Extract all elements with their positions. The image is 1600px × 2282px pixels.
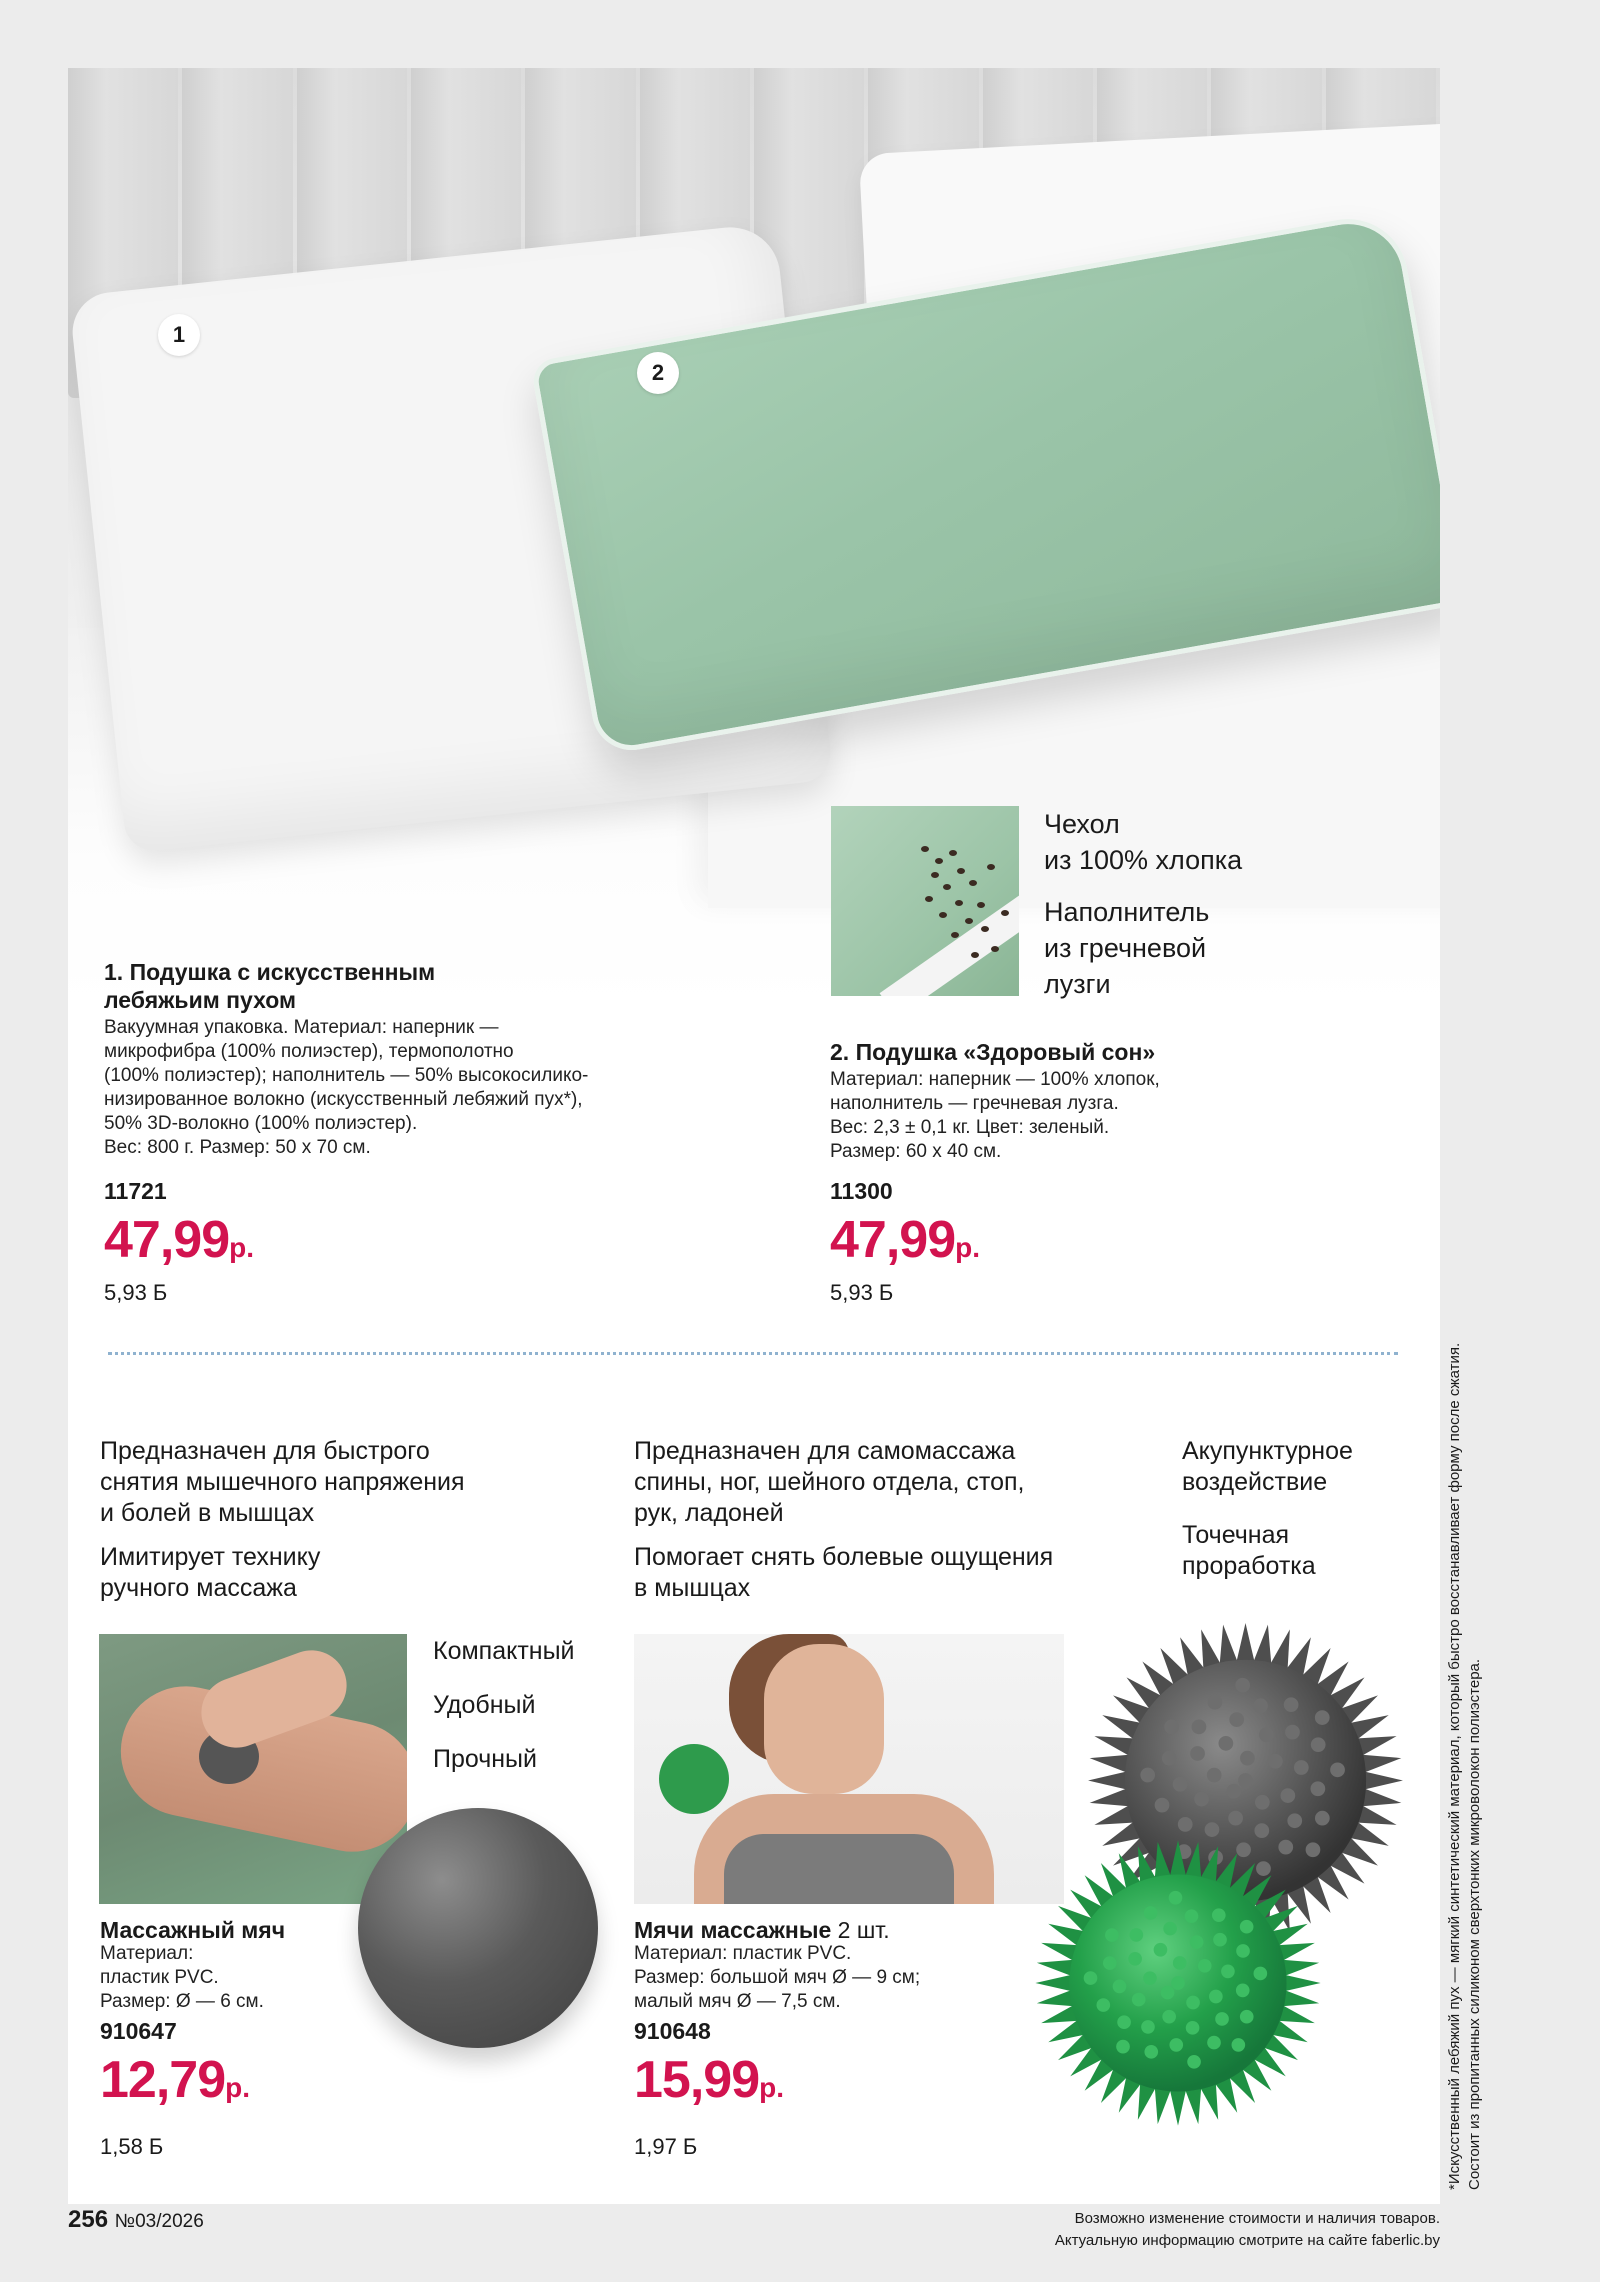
footnote-vertical: *Искусственный лебяжий пух — мягкий синтетический материал, который быстро восстанавливает форму после сжатия. Состоит из пропитанных силиконом сверхтонких микроволокон полиэстера.	[1446, 1342, 1483, 2190]
massage-ball-purpose: Предназначен для быстрого снятия мышечного напряжения и болей в мышцах	[100, 1437, 465, 1527]
feature-line: Наполнитель	[1044, 897, 1210, 927]
green-spiky-ball-image	[1023, 1828, 1333, 2138]
knee-massage-photo	[99, 1634, 407, 1904]
feature-pointed: Точечная проработка	[1182, 1521, 1316, 1580]
feature-line: лузги	[1044, 969, 1111, 999]
catalog-page	[68, 68, 1440, 2204]
massage-ball-technique: Имитирует технику ручного массажа	[100, 1543, 321, 1602]
massage-ball-price: 12,79р.	[100, 2051, 251, 2109]
massage-balls-code: 910648	[634, 2018, 711, 2044]
product-2-code: 11300	[830, 1178, 893, 1204]
feature-filling	[1044, 894, 1209, 1002]
product-1-price: 47,99р.	[104, 1211, 255, 1269]
product-badge-2: 2	[637, 352, 679, 394]
feature-line: из гречневой	[1044, 933, 1207, 963]
feature-line: Чехол	[1044, 809, 1120, 839]
buckwheat-filling-photo	[831, 806, 1019, 996]
massage-balls-price: 15,99р.	[634, 2051, 785, 2109]
product-1-title: 1. Подушка с искусственным лебяжьим пухом	[104, 959, 436, 1013]
smooth-massage-ball-image	[358, 1808, 598, 2048]
massage-balls-points: 1,97 Б	[634, 2134, 698, 2159]
product-1-points: 5,93 Б	[104, 1280, 168, 1305]
massage-ball-description: Материал: пластик PVC. Размер: Ø — 6 см.	[100, 1943, 264, 2012]
massage-balls-description: Материал: пластик PVC. Размер: большой мяч Ø — 9 см; малый мяч Ø — 7,5 см.	[634, 1943, 921, 2012]
price-notice: Возможно изменение стоимости и наличия товаров. Актуальную информацию смотрите на сайте faberlic.by	[1054, 2210, 1440, 2249]
massage-balls-relief: Помогает снять болевые ощущения в мышцах	[634, 1543, 1054, 1602]
product-2-points: 5,93 Б	[830, 1280, 894, 1305]
feature-cover	[1044, 806, 1242, 878]
section-divider	[108, 1352, 1398, 1355]
product-2-price: 47,99р.	[830, 1211, 981, 1269]
massage-balls-title: Мячи массажные 2 шт.	[634, 1917, 890, 1943]
product-1-code: 11721	[104, 1178, 167, 1204]
feature-durable: Прочный	[433, 1745, 537, 1773]
product-1-description: Вакуумная упаковка. Материал: наперник — микрофибра (100% полиэстер), термополотно (100% полиэстер); наполнитель — 50% высокосилико- низированное волокно (искусственный лебяжий пух*), 50% 3D-волокно (100% полиэстер). Вес: 800 г. Размер: 50 х 70 см.	[104, 1017, 589, 1158]
product-badge-1: 1	[158, 314, 200, 356]
feature-line: из 100% хлопка	[1044, 845, 1243, 875]
feature-acupuncture: Акупунктурное воздействие	[1182, 1437, 1353, 1496]
neck-massage-photo	[634, 1634, 1064, 1904]
massage-ball-title: Массажный мяч	[100, 1917, 286, 1943]
feature-convenient: Удобный	[433, 1691, 536, 1719]
product-2-title: 2. Подушка «Здоровый сон»	[830, 1039, 1156, 1065]
page-number: 256 №03/2026	[68, 2206, 204, 2233]
product-2-description: Материал: наперник — 100% хлопок, наполнитель — гречневая лузга. Вес: 2,3 ± 0,1 кг. Цвет: зеленый. Размер: 60 х 40 см.	[830, 1069, 1160, 1162]
massage-ball-code: 910647	[100, 2018, 177, 2044]
massage-balls-purpose: Предназначен для самомассажа спины, ног, шейного отдела, стоп, рук, ладоней	[634, 1437, 1025, 1527]
feature-compact: Компактный	[433, 1637, 575, 1665]
massage-ball-points: 1,58 Б	[100, 2134, 164, 2159]
